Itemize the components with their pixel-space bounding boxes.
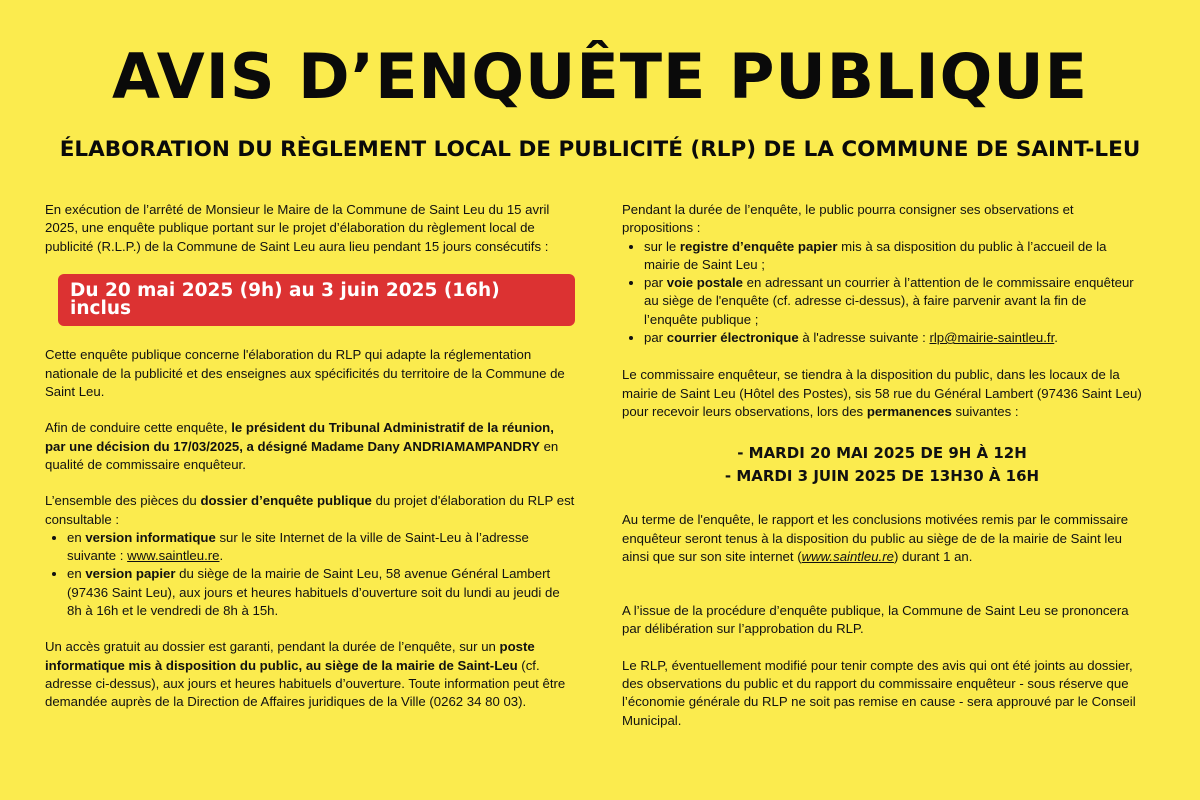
list-item: • par voie postale en adressant un courrier à l’attention de le commissaire enquêteur au siège de l'enquête (cf. adresse ci-dessus), à faire parvenir avant la fin de l’enquête publique ; (644, 274, 1142, 329)
right-column (622, 201, 1142, 730)
dossier-list (45, 529, 575, 620)
list-item: • sur le registre d’enquête papier mis à sa disposition du public à l’accueil de la mairie de Saint Leu ; (644, 238, 1142, 275)
page-title: AVIS D’ENQUÊTE PUBLIQUE (112, 40, 1088, 113)
acces-paragraph: Un accès gratuit au dossier est garanti, pendant la durée de l’enquête, sur un poste informatique mis à disposition du public, au siège de la mairie de Saint-Leu (cf. adresse ci-dessus), aux jours et heures habituels d’ouverture. Toute information peut être demandée auprès de la Direction de Affaires juridiques de la Ville (0262 34 80 03). (45, 639, 566, 710)
permanences-paragraph: Le commissaire enquêteur, se tiendra à la disposition du public, dans les locaux de la mairie de Saint Leu (Hôtel des Postes), sis 58 rue du Général Lambert (97436 Saint Leu) pour recevoir leurs observations, lors des permanences suivantes : (622, 367, 1142, 419)
page-subtitle: ÉLABORATION DU RÈGLEMENT LOCAL DE PUBLICITÉ (RLP) DE LA COMMUNE DE SAINT-LEU (59, 137, 1141, 162)
rlp-paragraph: Le RLP, éventuellement modifié pour tenir compte des avis qui ont été joints au dossier, des observations du public et du rapport du commissaire enquêteur - sous réserve que l’économie générale du RLP ne soit pas remise en cause - sera approuvé par le Conseil Municipal. (622, 657, 1136, 728)
list-item: • en version papier du siège de la mairie de Saint Leu, 58 avenue Général Lambert (97436 Saint Leu), aux jours et heures habituels d’ouverture soit du lundi au jeudi de 8h à 16h et le vendredi de 8h à 15h. (67, 565, 575, 620)
intro-paragraph: En exécution de l’arrêté de Monsieur le Maire de la Commune de Saint Leu du 15 avril 2025, une enquête publique portant sur le projet d’élaboration du règlement local de publicité (R.L.P.) de la Commune de Saint Leu aura lieu pendant 15 jours consécutifs : (45, 202, 550, 254)
dossier-paragraph: L’ensemble des pièces du dossier d’enquête publique du projet d'élaboration du RLP est consultable : (45, 493, 575, 527)
issue-paragraph: A l’issue de la procédure d’enquête publique, la Commune de Saint Leu se prononcera par délibération sur l’approbation du RLP. (622, 603, 1129, 637)
email-link[interactable]: rlp@mairie-saintleu.fr (929, 330, 1055, 346)
concern-paragraph: Cette enquête publique concerne l'élaboration du RLP qui adapte la réglementation nationale de la publicité et des enseignes aux spécificités du territoire de la Commune de Saint Leu. (45, 347, 565, 400)
permanence-date-1: - MARDI 20 MAI 2025 DE 9H À 12H (737, 444, 1027, 463)
permanence-dates (622, 442, 1142, 488)
list-item: • par courrier électronique à l'adresse suivante : rlp@mairie-saintleu.fr. (644, 329, 1142, 347)
commissaire-paragraph: Afin de conduire cette enquête, le président du Tribunal Administratif de la réunion, par une décision du 17/03/2025, a désigné Madame Dany ANDRIAMAMPANDRY en qualité de commissaire enquêteur. (45, 420, 559, 472)
observations-list (622, 238, 1142, 348)
website-link[interactable]: www.saintleu.re (801, 548, 894, 564)
permanence-date-2: - MARDI 3 JUIN 2025 DE 13H30 À 16H (724, 467, 1040, 486)
date-badge: Du 20 mai 2025 (9h) au 3 juin 2025 (16h) inclus (58, 274, 575, 327)
terme-paragraph: Au terme de l'enquête, le rapport et les conclusions motivées remis par le commissaire enquêteur seront tenus à la disposition du public au siège de de la mairie de Saint leu ainsi que sur son site internet (www.saintleu.re) durant 1 an. (622, 512, 1129, 564)
list-item: • en version informatique sur le site Internet de la ville de Saint-Leu à l’adresse suivante : www.saintleu.re. (67, 529, 575, 566)
observations-paragraph: Pendant la durée de l’enquête, le public pourra consigner ses observations et propositions : (622, 202, 1074, 236)
left-column (45, 201, 575, 712)
website-link[interactable]: www.saintleu.re (127, 548, 220, 564)
